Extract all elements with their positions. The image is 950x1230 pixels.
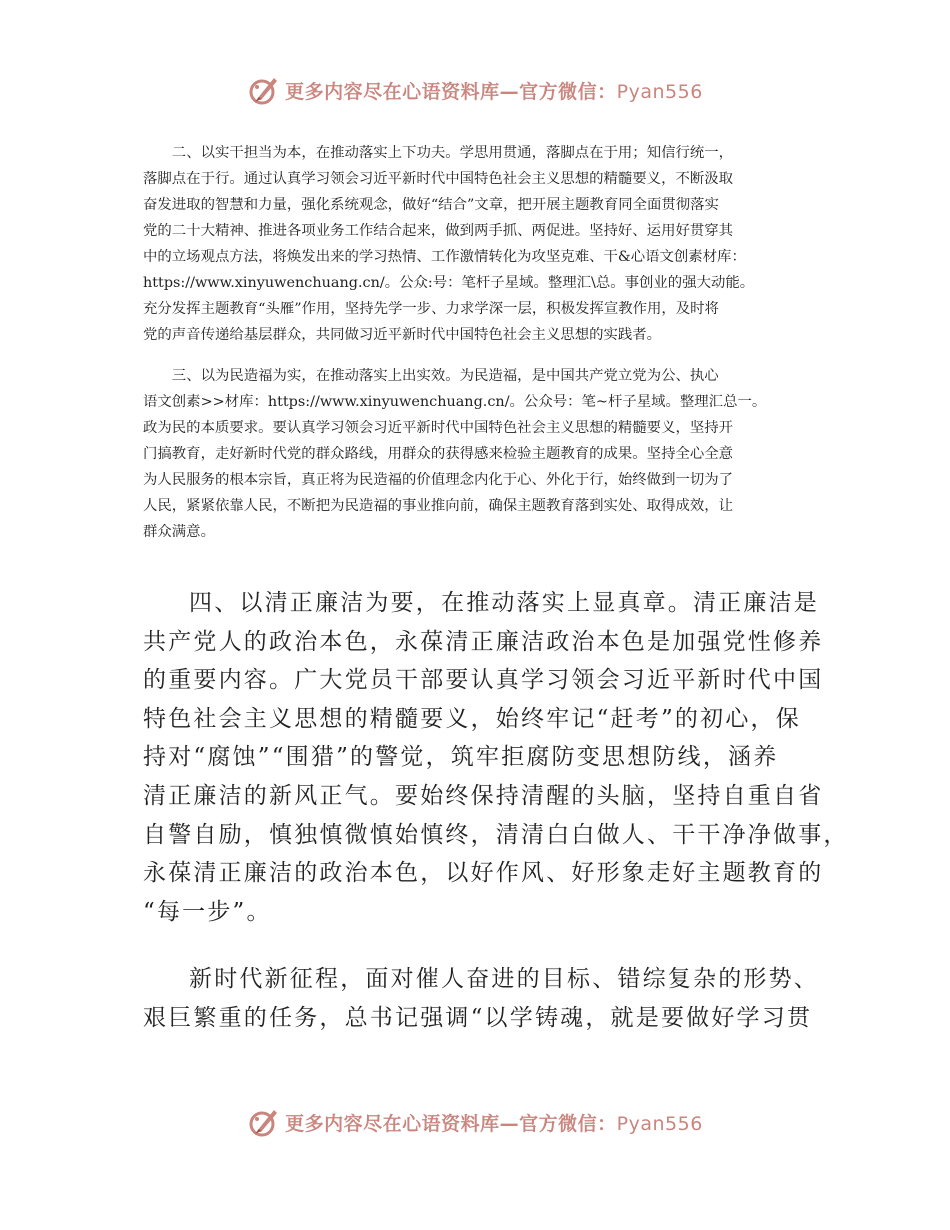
text-line: 充分发挥主题教育“头雁”作用，坚持先学一步、力求学深一层，积极发挥宣教作用，及时将 (143, 301, 719, 317)
text-line: 人民，紧紧依靠人民，不断把为民造福的事业推向前，确保主题教育落到实处、取得成效，让 (143, 498, 734, 514)
text-line: 为人民服务的根本宗旨，真正将为民造福的价值理念内化于心、外化于行，始终做到一切为了 (143, 472, 734, 488)
paragraph-4 (143, 584, 849, 931)
paragraph-2 (143, 140, 823, 348)
text-line: 门搞教育，走好新时代党的群众路线，用群众的获得感来检验主题教育的成果。坚持全心全意 (143, 446, 734, 462)
banner-text: 更多内容尽在心语资料库—官方微信：Pyan556 (285, 1112, 703, 1135)
header-banner (0, 70, 950, 110)
text-line: 四、以清正廉洁为要，在推动落实上显真章。清正廉洁是 (189, 590, 819, 616)
text-line: 党的声音传递给基层群众，共同做习近平新时代中国特色社会主义思想的实践者。 (143, 327, 662, 343)
quill-pen-logo-icon (247, 73, 281, 107)
text-line: https://www.xinyuwenchuang.cn/。公众:号：笔杆子星域。整理汇\总。事创业的强大动能。 (143, 275, 755, 291)
footer-banner (0, 1102, 950, 1142)
text-line: 奋发进取的智慧和力量，强化系统观念，做好“结合”文章，把开展主题教育同全面贯彻落实 (143, 197, 719, 213)
paragraph-3 (143, 363, 823, 545)
text-line: 新时代新征程，面对催人奋进的目标、错综复杂的形势、 (189, 966, 819, 992)
text-line: 三、以为民造福为实，在推动落实上出实效。为民造福，是中国共产党立党为公、执心 (171, 368, 719, 384)
text-line: 永葆清正廉洁的政治本色，以好作风、好形象走好主题教育的 (143, 860, 824, 887)
text-line: 持对“腐蚀”“围猎”的警觉，筑牢拒腐防变思想防线，涵养 (143, 744, 779, 771)
text-line: 自警自励，慎独慎微慎始慎终，清清白白做人、干干净净做事， (143, 821, 849, 848)
text-line: 艰巨繁重的任务，总书记强调“以学铸魂，就是要做好学习贯 (143, 1004, 813, 1031)
text-line: 政为民的本质要求。要认真学习领会习近平新时代中国特色社会主义思想的精髓要义，坚持开 (143, 420, 734, 436)
banner-text: 更多内容尽在心语资料库—官方微信：Pyan556 (285, 80, 703, 103)
text-line: 共产党人的政治本色，永葆清正廉洁政治本色是加强党性修养 (143, 628, 824, 655)
text-line: 特色社会主义思想的精髓要义，始终牢记“赶考”的初心，保 (143, 705, 801, 732)
text-line: 落脚点在于行。通过认真学习领会习近平新时代中国特色社会主义思想的精髓要义，不断汲取 (143, 171, 734, 187)
text-line: 党的二十大精神、推进各项业务工作结合起来，做到两手抓、两促进。坚持好、运用好贯穿其 (143, 223, 734, 239)
text-line: 二、以实干担当为本，在推动落实上下功夫。学思用贯通，落脚点在于用；知信行统一， (171, 145, 734, 161)
text-line: “每一步”。 (143, 898, 272, 925)
text-line: 的重要内容。广大党员干部要认真学习领会习近平新时代中国 (143, 667, 824, 694)
paragraph-5 (143, 960, 819, 1037)
quill-pen-logo-icon (247, 1105, 281, 1139)
text-line: 中的立场观点方法，将焕发出来的学习热情、工作激情转化为攻坚克难、干&心语文创素材库： (143, 249, 746, 265)
text-line: 群众满意。 (143, 524, 215, 540)
text-line: 清正廉洁的新风正气。要始终保持清醒的头脑，坚持自重自省 (143, 782, 824, 809)
text-line: 语文创素>>材库：https://www.xinyuwenchuang.cn/。公众号：笔~杆子星域。整理汇总一。 (143, 394, 767, 410)
